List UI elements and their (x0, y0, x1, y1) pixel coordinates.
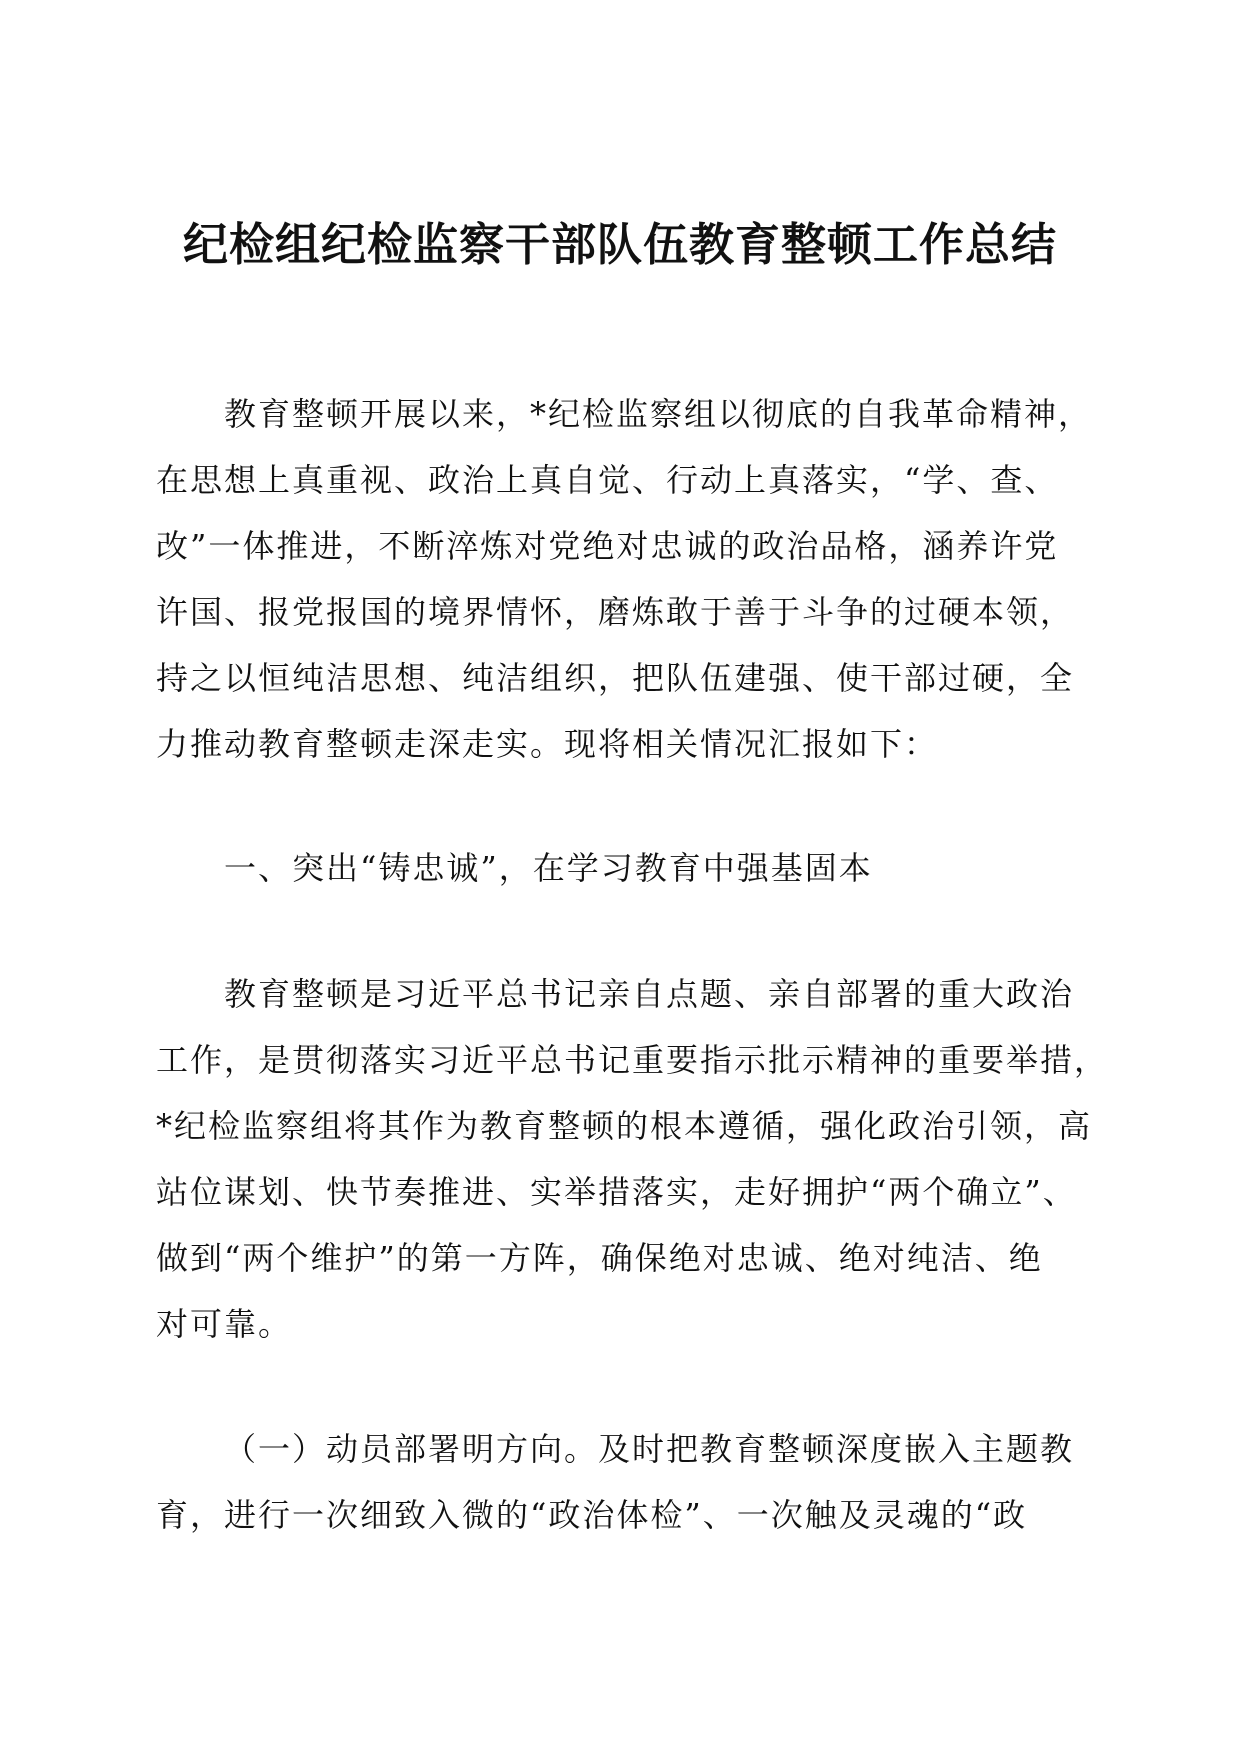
section-1-heading: 一、突出“铸忠诚”，在学习教育中强基固本 (224, 849, 873, 887)
section-1-line-3: *纪检监察组将其作为教育整顿的根本遵循，强化政治引领，高 (156, 1107, 1093, 1145)
subsection-1-line-1: （一）动员部署明方向。及时把教育整顿深度嵌入主题教 (224, 1430, 1075, 1468)
intro-line-3: 改”一体推进，不断淬炼对党绝对忠诚的政治品格，涵养许党 (156, 527, 1059, 565)
intro-line-1: 教育整顿开展以来，*纪检监察组以彻底的自我革命精神， (224, 395, 1093, 433)
intro-line-6: 力推动教育整顿走深走实。现将相关情况汇报如下： (156, 725, 939, 763)
section-1-line-6: 对可靠。 (156, 1305, 293, 1343)
subsection-1-line-2: 育，进行一次细致入微的“政治体检”、一次触及灵魂的“政 (156, 1496, 1028, 1534)
document-title: 纪检组纪检监察干部队伍教育整顿工作总结 (182, 218, 1057, 271)
section-1-line-2: 工作，是贯彻落实习近平总书记重要指示批示精神的重要举措， (156, 1041, 1109, 1079)
section-1-line-4: 站位谋划、快节奏推进、实举措落实，走好拥护“两个确立”、 (156, 1173, 1077, 1211)
intro-line-5: 持之以恒纯洁思想、纯洁组织，把队伍建强、使干部过硬，全 (156, 659, 1075, 697)
section-1-line-1: 教育整顿是习近平总书记亲自点题、亲自部署的重大政治 (224, 975, 1075, 1013)
intro-line-2: 在思想上真重视、政治上真自觉、行动上真落实，“学、查、 (156, 461, 1059, 499)
section-1-line-5: 做到“两个维护”的第一方阵，确保绝对忠诚、绝对纯洁、绝 (156, 1239, 1043, 1277)
intro-line-4: 许国、报党报国的境界情怀，磨炼敢于善于斗争的过硬本领， (156, 593, 1075, 631)
